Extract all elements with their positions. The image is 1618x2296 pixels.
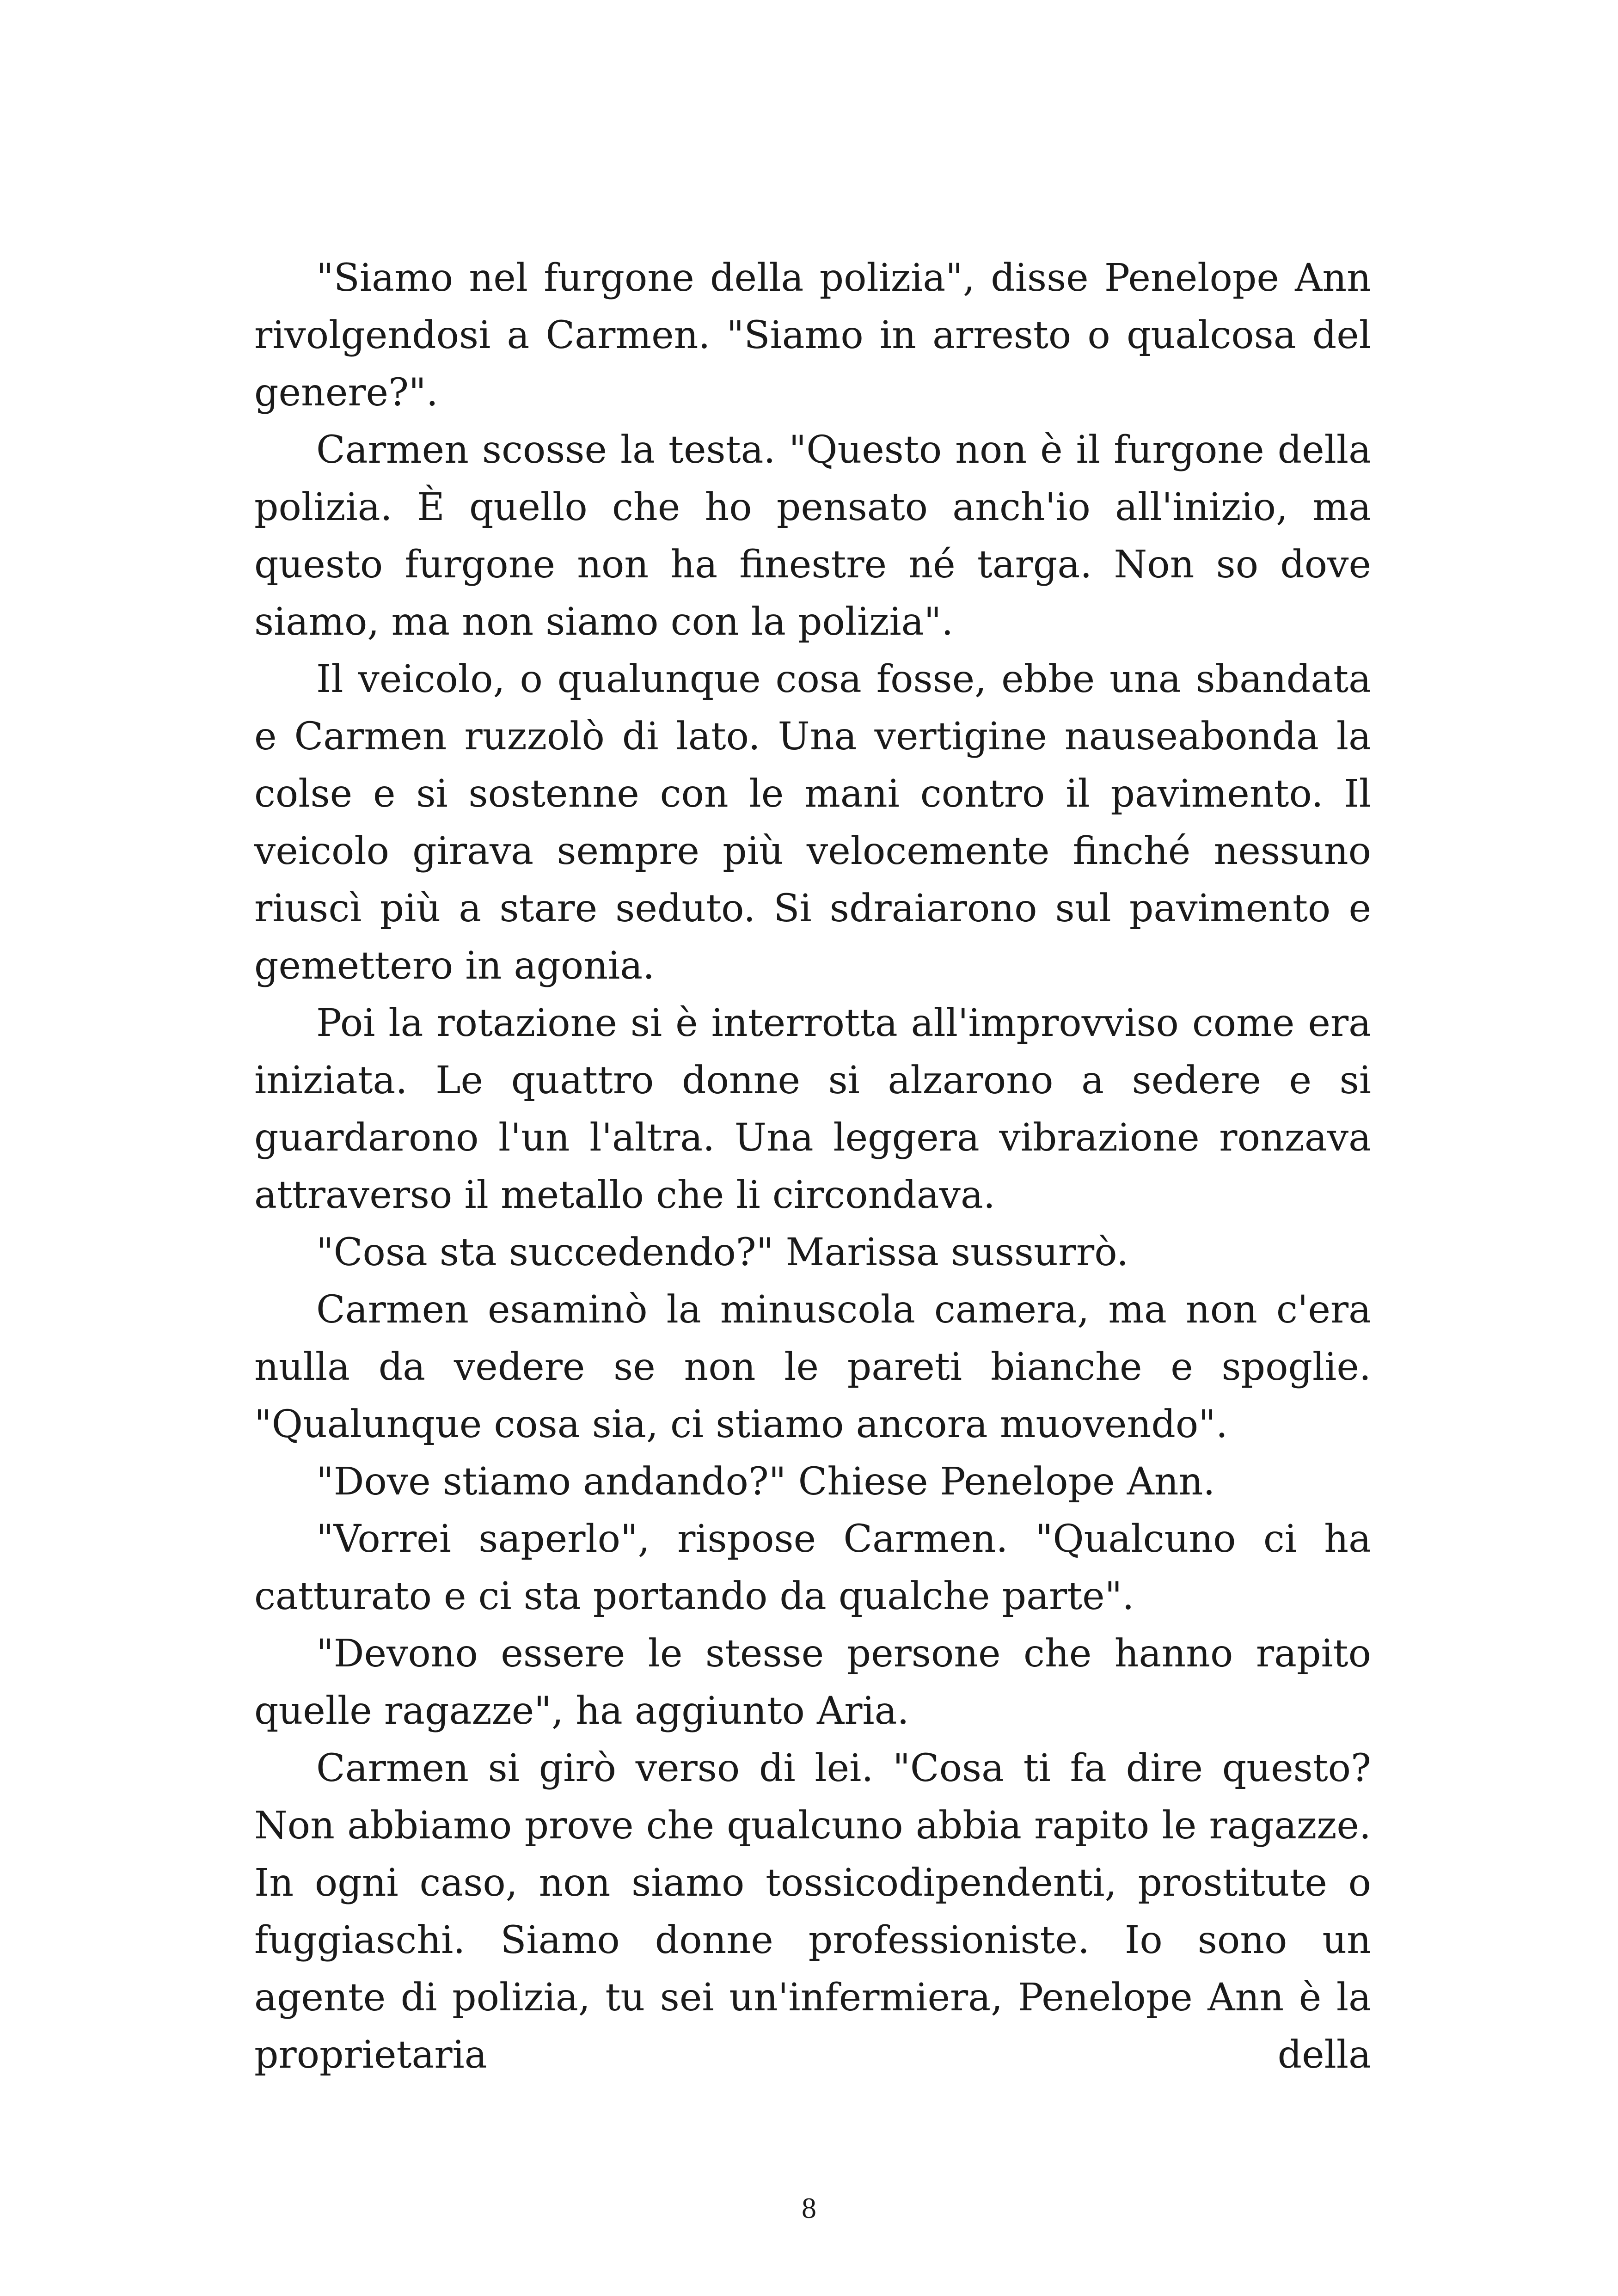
paragraph-5: "Cosa sta succedendo?" Marissa sussurrò. — [316, 1231, 1129, 1274]
paragraph-4: Poi la rotazione si è interrotta all'improvviso come era iniziata. Le quattro donne si alzarono a sedere e si guardarono l'un l'altra. Una leggera vibrazione ronzava attraverso il metallo che li circondava. — [254, 1001, 1371, 1217]
paragraph-9: "Devono essere le stesse persone che hanno rapito quelle ragazze", ha aggiunto Aria. — [254, 1632, 1371, 1733]
paragraph-3: Il veicolo, o qualunque cosa fosse, ebbe una sbandata e Carmen ruzzolò di lato. Una vertigine nauseabonda la colse e si sostenne con le mani contro il pavimento. Il veicolo girava sempre più velocemente finché nessuno riuscì più a stare seduto. Si sdraiarono sul pavimento e gemettero in agonia. — [254, 657, 1371, 988]
paragraph-6: Carmen esaminò la minuscola camera, ma non c'era nulla da vedere se non le pareti bianche e spoglie. "Qualunque cosa sia, ci stiamo ancora muovendo". — [254, 1288, 1371, 1446]
paragraph-1: "Siamo nel furgone della polizia", disse Penelope Ann rivolgendosi a Carmen. "Siamo in arresto o qualcosa del genere?". — [254, 256, 1371, 415]
paragraph-10: Carmen si girò verso di lei. "Cosa ti fa dire questo? Non abbiamo prove che qualcuno abbia rapito le ragazze. In ogni caso, non siamo tossicodipendenti, prostitute o fuggiaschi. Siamo donne professioniste. Io sono un agente di polizia, tu sei un'infermiera, Penelope Ann è la proprietaria della — [254, 1746, 1371, 2077]
body-text — [254, 250, 1371, 2084]
page-number: 8 — [802, 2192, 816, 2224]
paragraph-8: "Vorrei saperlo", rispose Carmen. "Qualcuno ci ha catturato e ci sta portando da qualche parte". — [254, 1517, 1371, 1618]
paragraph-7: "Dove stiamo andando?" Chiese Penelope Ann. — [316, 1460, 1215, 1504]
paragraph-2: Carmen scosse la testa. "Questo non è il furgone della polizia. È quello che ho pensato anch'io all'inizio, ma questo furgone non ha finestre né targa. Non so dove siamo, ma non siamo con la polizia". — [254, 428, 1371, 644]
